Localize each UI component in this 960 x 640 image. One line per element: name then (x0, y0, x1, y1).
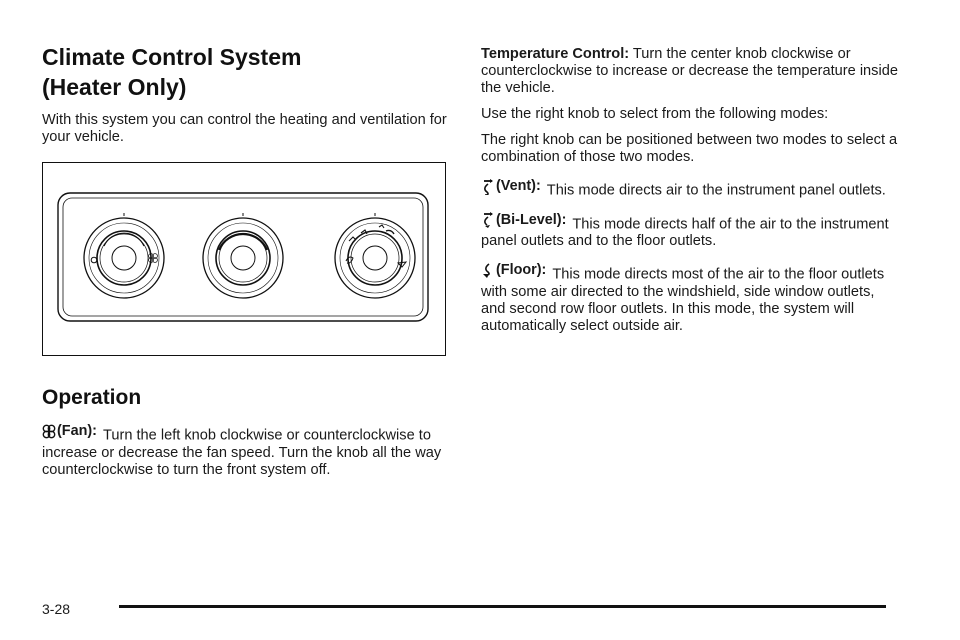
page-number: 3-28 (42, 601, 71, 617)
floor-description (481, 262, 901, 335)
temperature-knob (203, 213, 283, 298)
vent-icon (481, 179, 495, 195)
fan-description (42, 423, 452, 479)
bi-level-icon (481, 212, 495, 228)
intro-paragraph: With this system you can control the heating and ventilation for your vehicle. (42, 112, 447, 145)
vent-label: (Vent): (496, 178, 541, 194)
fan-icon (42, 424, 56, 440)
title-line-2: (Heater Only) (42, 74, 187, 100)
vent-description (481, 178, 901, 200)
fan-label: (Fan): (57, 423, 97, 439)
fan-lead (42, 423, 103, 440)
mode-knob (335, 213, 415, 298)
footer-rule (119, 605, 886, 608)
temperature-text: Turn the center knob clockwise or counterclockwise to increase or decrease the temperature inside the vehicle. (481, 46, 898, 96)
bi-level-text: This mode directs half of the air to the instrument panel outlets and to the floor outlets. (481, 216, 889, 249)
left-column (42, 42, 452, 479)
bi-level-label: (Bi-Level): (496, 211, 567, 228)
title-line-1: Climate Control System (42, 44, 302, 70)
right-column (481, 46, 901, 335)
vent-text: This mode directs air to the instrument panel outlets. (546, 182, 886, 199)
control-panel-drawing (43, 163, 445, 355)
temperature-label: Temperature Control: (481, 46, 630, 62)
floor-lead (481, 262, 552, 279)
fan-knob (84, 213, 164, 298)
mode-combination-note: The right knob can be positioned between two modes to select a combination of those two modes. (481, 132, 898, 165)
bi-level-description (481, 212, 901, 251)
vent-lead (481, 178, 547, 195)
floor-label: (Floor): (496, 262, 547, 278)
mode-intro: Use the right knob to select from the following modes: (481, 106, 829, 122)
floor-icon (481, 263, 495, 279)
fan-text: Turn the left knob clockwise or counterclockwise to increase or decrease the fan speed. Turn the knob all the way counterclockwise to turn the front system off. (42, 427, 442, 478)
climate-control-panel-illustration (42, 162, 446, 356)
temperature-description (481, 46, 901, 97)
bi-level-lead (481, 212, 572, 229)
operation-heading: Operation (42, 386, 142, 409)
floor-text: This mode directs most of the air to the floor outlets with some air directed to the windshield, side window outlets, and second row floor outlets. In this mode, the system will automatically select outside air. (481, 266, 885, 334)
page-title (42, 42, 452, 102)
